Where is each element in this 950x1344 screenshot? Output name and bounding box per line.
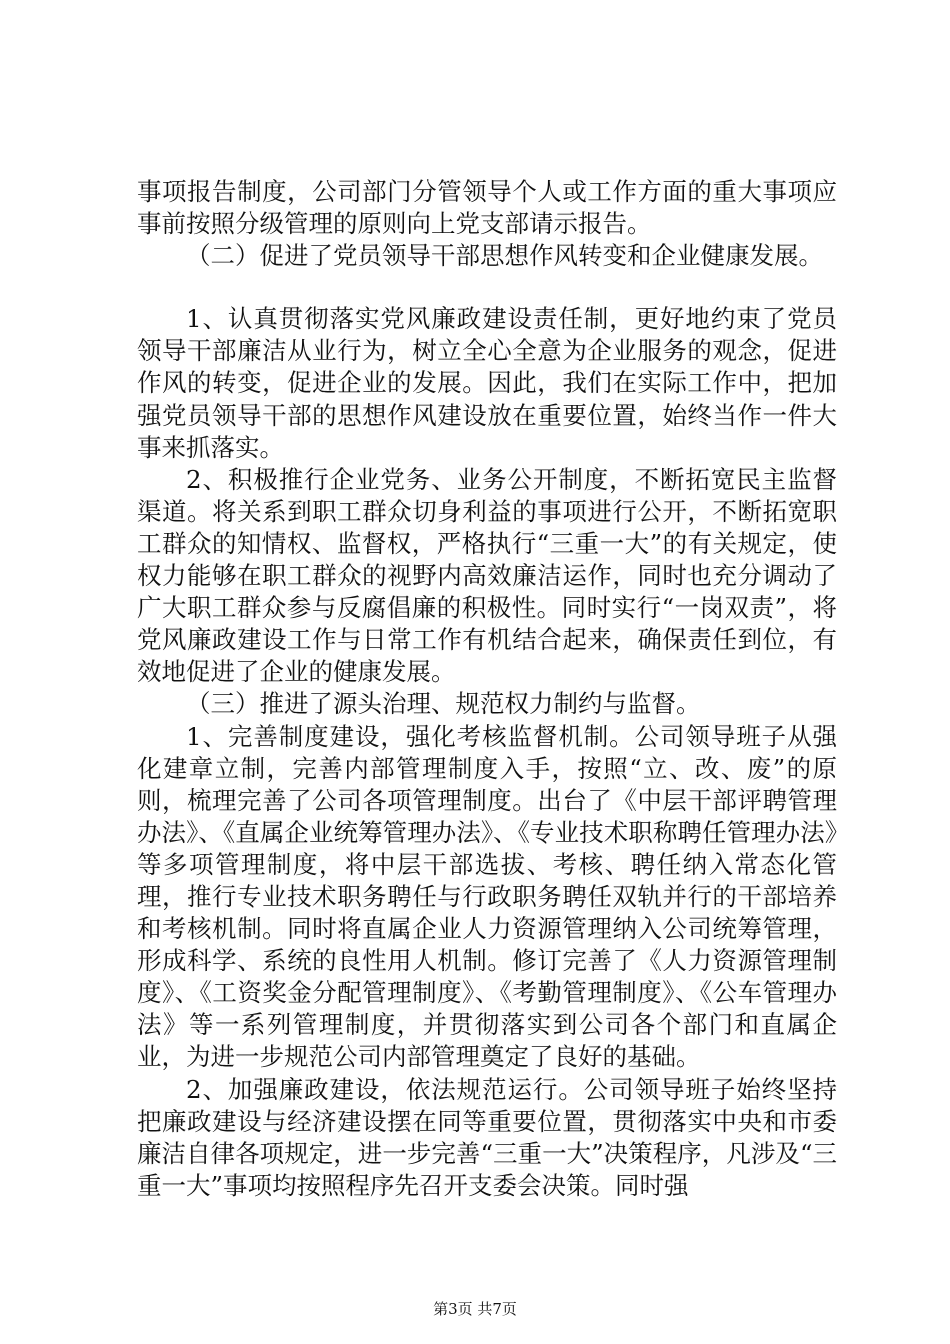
section-heading-3: （三）推进了源头治理、规范权力制约与监督。 [186, 689, 701, 719]
paragraph-2-1: 1、认真贯彻落实党风廉政建设责任制，更好地约束了党员领导干部廉洁从业行为，树立全心全意为企业服务的观念，促进作风的转变，促进企业的发展。因此，我们在实际工作中，把加强党员领导干部的思想作风建设放在重要位置，始终当作一件大事来抓落实。 [137, 304, 837, 462]
paragraph-continuation: 事项报告制度，公司部门分管领导个人或工作方面的重大事项应事前按照分级管理的原则向上党支部请示报告。 [137, 177, 837, 239]
paragraph-3-2: 2、加强廉政建设，依法规范运行。公司领导班子始终坚持把廉政建设与经济建设摆在同等重要位置，贯彻落实中央和市委廉洁自律各项规定，进一步完善“三重一大”决策程序，凡涉及“三重一大”事项均按照程序先召开支委会决策。同时强 [137, 1074, 837, 1200]
document-body [137, 176, 837, 1202]
page-number-footer: 第3页 共7页 [433, 1300, 517, 1318]
section-heading-2: （二）促进了党员领导干部思想作风转变和企业健康发展。 [186, 241, 823, 271]
paragraph-2-2: 2、积极推行企业党务、业务公开制度，不断拓宽民主监督渠道。将关系到职工群众切身利益的事项进行公开，不断拓宽职工群众的知情权、监督权，严格执行“三重一大”的有关规定，使权力能够在职工群众的视野内高效廉洁运作，同时也充分调动了广大职工群众参与反腐倡廉的积极性。同时实行“一岗双责”，将党风廉政建设工作与日常工作有机结合起来，确保责任到位，有效地促进了企业的健康发展。 [137, 464, 837, 687]
paragraph-3-1: 1、完善制度建设，强化考核监督机制。公司领导班子从强化建章立制，完善内部管理制度入手，按照“立、改、废”的原则，梳理完善了公司各项管理制度。出台了《中层干部评聘管理办法》、《直属企业统筹管理办法》、《专业技术职称聘任管理办法》等多项管理制度，将中层干部选拔、考核、聘任纳入常态化管理，推行专业技术职务聘任与行政职务聘任双轨并行的干部培养和考核机制。同时将直属企业人力资源管理纳入公司统筹管理，形成科学、系统的良性用人机制。修订完善了《人力资源管理制度》、《工资奖金分配管理制度》、《考勤管理制度》、《公车管理办法》等一系列管理制度，并贯彻落实到公司各个部门和直属企业，为进一步规范公司内部管理奠定了良好的基础。 [137, 721, 837, 1072]
